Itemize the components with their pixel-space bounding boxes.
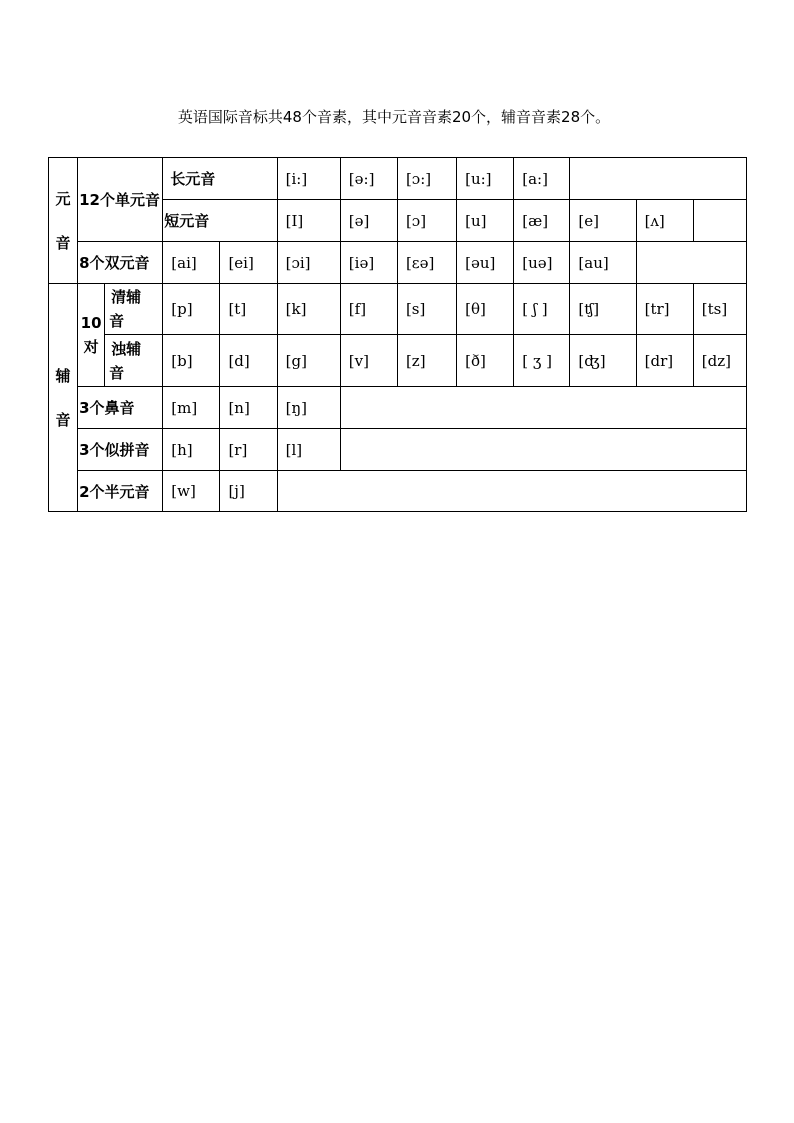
voiced-symbol: [dz] [693, 335, 746, 387]
diphthong-symbol: [iə] [340, 242, 397, 284]
diphthong-symbol: [εə] [397, 242, 456, 284]
voiced-symbol: [v] [340, 335, 397, 387]
voiced-symbol: [b] [163, 335, 220, 387]
monophthong-label: 12个单元音 [78, 158, 163, 242]
diphthong-symbol: [au] [570, 242, 636, 284]
semivowel-label: 2个半元音 [78, 471, 163, 512]
voiceless-symbol: [k] [277, 284, 340, 335]
empty-cell [277, 471, 746, 512]
lateral-symbol: [h] [163, 429, 220, 471]
empty-cell [340, 429, 746, 471]
nasal-symbol: [m] [163, 387, 220, 429]
voiceless-symbol: [ʧ] [570, 284, 636, 335]
short-vowel-symbol: [æ] [514, 200, 570, 242]
lateral-symbol: [r] [220, 429, 277, 471]
diphthong-symbol: [uə] [514, 242, 570, 284]
voiceless-symbol: [p] [163, 284, 220, 335]
voiceless-symbol: [f] [340, 284, 397, 335]
nasal-symbol: [ŋ] [277, 387, 340, 429]
empty-cell [570, 158, 747, 200]
long-vowel-symbol: [ə:] [340, 158, 397, 200]
voiced-symbol: [dr] [636, 335, 693, 387]
voiceless-symbol: [ts] [693, 284, 746, 335]
voiceless-symbol: [ ʃ ] [514, 284, 570, 335]
long-vowel-label: 长元音 [163, 158, 277, 200]
voiceless-consonant-row [49, 284, 747, 335]
consonant-category-label: 辅 音 [49, 284, 78, 512]
short-vowel-symbol: [u] [457, 200, 514, 242]
diphthong-symbol: [ɔi] [277, 242, 340, 284]
short-vowel-symbol: [ʌ] [636, 200, 693, 242]
short-vowel-symbol: [ɔ] [397, 200, 456, 242]
empty-cell [693, 200, 746, 242]
voiceless-symbol: [t] [220, 284, 277, 335]
ipa-table [48, 157, 747, 512]
nasal-row [49, 387, 747, 429]
voiceless-label: 清辅 音 [105, 284, 163, 335]
long-vowel-row [49, 158, 747, 200]
long-vowel-symbol: [a:] [514, 158, 570, 200]
semivowel-symbol: [j] [220, 471, 277, 512]
voiced-symbol: [g] [277, 335, 340, 387]
vowel-category-label: 元 音 [49, 158, 78, 284]
voiceless-symbol: [tr] [636, 284, 693, 335]
diphthong-symbol: [əu] [457, 242, 514, 284]
short-vowel-symbol: [e] [570, 200, 636, 242]
short-vowel-symbol: [ə] [340, 200, 397, 242]
short-vowel-symbol: [I] [277, 200, 340, 242]
diphthong-row [49, 242, 747, 284]
voiced-symbol: [d] [220, 335, 277, 387]
voiceless-symbol: [θ] [457, 284, 514, 335]
diphthong-label: 8个双元音 [78, 242, 163, 284]
consonant-pairs-label: 10 对 [78, 284, 105, 387]
voiceless-symbol: [s] [397, 284, 456, 335]
long-vowel-symbol: [i:] [277, 158, 340, 200]
voiced-symbol: [ ʒ ] [514, 335, 570, 387]
voiced-symbol: [ʤ] [570, 335, 636, 387]
short-vowel-label: 短元音 [163, 200, 277, 242]
empty-cell [340, 387, 746, 429]
lateral-row [49, 429, 747, 471]
semivowel-symbol: [w] [163, 471, 220, 512]
voiced-symbol: [z] [397, 335, 456, 387]
lateral-symbol: [l] [277, 429, 340, 471]
nasal-symbol: [n] [220, 387, 277, 429]
lateral-label: 3个似拼音 [78, 429, 163, 471]
diphthong-symbol: [ai] [163, 242, 220, 284]
page-title: 英语国际音标共48个音素，其中元音音素20个，辅音音素28个。 [177, 108, 611, 126]
voiced-symbol: [ð] [457, 335, 514, 387]
nasal-label: 3个鼻音 [78, 387, 163, 429]
voiced-consonant-row [49, 335, 747, 387]
diphthong-symbol: [ei] [220, 242, 277, 284]
long-vowel-symbol: [u:] [457, 158, 514, 200]
long-vowel-symbol: [ɔ:] [397, 158, 456, 200]
voiced-label: 浊辅 音 [105, 335, 163, 387]
semivowel-row [49, 471, 747, 512]
empty-cell [636, 242, 746, 284]
